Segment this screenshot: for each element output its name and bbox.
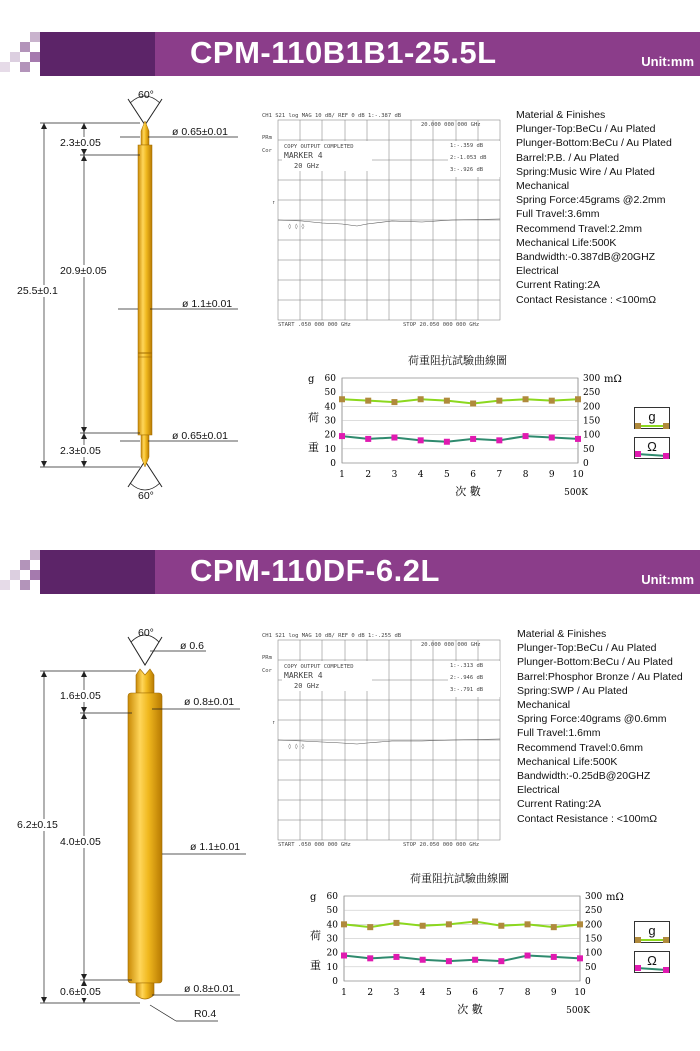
- series-point: [523, 396, 529, 402]
- series-point: [393, 954, 399, 960]
- series-point: [391, 435, 397, 441]
- spec-line: Plunger-Top:BeCu / Au Plated: [517, 642, 657, 655]
- spec-line: Full Travel:1.6mm: [517, 727, 601, 740]
- analyzer-ghz: 20 GHz: [294, 682, 320, 690]
- series-point: [444, 398, 450, 404]
- diameter-label: ø 0.8±0.01: [184, 696, 235, 708]
- x-tick-label: 1: [341, 988, 347, 998]
- series-line: [344, 956, 580, 962]
- spec-line: Spring:SWP / Au Plated: [517, 684, 628, 697]
- series-point: [551, 954, 557, 960]
- left-tick-label: 60: [326, 892, 338, 902]
- left-axis-label: 荷: [310, 929, 321, 942]
- spec-line: Spring:Music Wire / Au Plated: [516, 165, 655, 178]
- spec-line: Spring Force:45grams @2.2mm: [516, 194, 666, 207]
- series-point: [470, 401, 476, 407]
- spec-line: Mechanical Life:500K: [517, 755, 618, 768]
- left-tick-label: 50: [324, 388, 336, 399]
- left-tick-label: 60: [324, 374, 336, 384]
- analyzer-marker: MARKER 4: [284, 151, 323, 160]
- analyzer-freq: 20.000 000 000 GHz: [421, 642, 481, 648]
- legend-ohm-label: Ω: [647, 439, 657, 454]
- spec-line: Material & Finishes: [517, 628, 607, 640]
- series-point: [365, 398, 371, 404]
- legend-ohm-swatch: [634, 964, 670, 974]
- left-axis-label: 荷: [308, 411, 319, 424]
- series-line: [342, 436, 578, 442]
- decor-square: [20, 42, 30, 52]
- x-tick-label: 3: [391, 470, 398, 480]
- spec-line: Recommend Travel:0.6mm: [517, 741, 644, 754]
- spec-list: [516, 108, 672, 307]
- right-tick-label: 100: [583, 430, 601, 441]
- series-point: [549, 435, 555, 441]
- analyzer-ref-mark: ↑: [272, 200, 276, 206]
- analyzer-copy: COPY OUTPUT COMPLETED: [284, 664, 354, 670]
- legend-ohm-swatch: [634, 450, 670, 460]
- analyzer-marker-symbol: ◊ ◊ ◊: [288, 744, 305, 750]
- left-axis-label: 重: [310, 959, 321, 972]
- right-tick-label: 300: [585, 892, 603, 902]
- load-resistance-chart: [300, 368, 620, 503]
- analyzer-tag: PRm: [262, 135, 272, 141]
- tip-angle-top: 60°: [138, 627, 154, 639]
- series-point: [575, 436, 581, 442]
- analyzer-freq: 20.000 000 000 GHz: [421, 122, 481, 128]
- network-analyzer-plot: [262, 110, 506, 328]
- series-point: [339, 396, 345, 402]
- series-point: [525, 953, 531, 959]
- right-tick-label: 0: [585, 977, 591, 987]
- spec-line: Bandwidth:-0.387dB@20GHZ: [516, 251, 656, 264]
- x-tick-label: 10: [572, 470, 584, 480]
- analyzer-tag: Cor: [262, 148, 272, 154]
- series-point: [420, 923, 426, 929]
- left-axis-unit: g: [310, 892, 317, 903]
- decor-square: [20, 62, 30, 72]
- diameter-label: ø 1.1±0.01: [190, 841, 241, 853]
- spec-line: Material & Finishes: [516, 109, 606, 121]
- unit-label: Unit:mm: [641, 54, 694, 69]
- right-axis-unit: mΩ: [604, 374, 622, 385]
- spec-line: Current Rating:2A: [516, 279, 601, 292]
- decor-square: [30, 52, 40, 62]
- dim-label: 4.0±0.05: [60, 836, 101, 848]
- decor-square: [30, 32, 40, 42]
- left-tick-label: 20: [324, 430, 336, 441]
- x-tick-label: 5: [446, 988, 452, 998]
- spec-line: Mechanical: [517, 699, 571, 712]
- analyzer-marker-symbol: ◊ ◊ ◊: [288, 224, 305, 230]
- spec-line: Electrical: [516, 265, 559, 278]
- x-axis-label: 次 數: [455, 485, 481, 498]
- series-point: [420, 957, 426, 963]
- series-point: [472, 957, 478, 963]
- left-tick-label: 20: [326, 948, 338, 959]
- decor-square: [30, 570, 40, 580]
- x-tick-label: 4: [419, 988, 426, 998]
- spec-line: Barrel:P.B. / Au Plated: [516, 151, 620, 164]
- x-axis-unit: 500K: [566, 1006, 590, 1016]
- analyzer-marker-value: 2:-1.053 dB: [450, 155, 487, 161]
- left-tick-label: 30: [324, 416, 336, 427]
- series-point: [341, 953, 347, 959]
- series-point: [470, 436, 476, 442]
- spec-line: Electrical: [517, 784, 560, 797]
- series-point: [418, 396, 424, 402]
- x-tick-label: 10: [574, 988, 586, 998]
- diameter-label: ø 0.65±0.01: [172, 430, 228, 442]
- series-point: [472, 919, 478, 925]
- decor-square: [0, 62, 10, 72]
- right-tick-label: 100: [585, 948, 603, 959]
- diameter-label: ø 0.8±0.01: [184, 983, 235, 995]
- spec-line: Mechanical Life:500K: [516, 236, 617, 249]
- legend-g-swatch: [634, 935, 670, 945]
- product-title: CPM-110DF-6.2L: [190, 553, 440, 588]
- dim-label: 25.5±0.1: [17, 285, 58, 297]
- left-tick-label: 0: [330, 459, 336, 469]
- spec-line: Current Rating:2A: [517, 798, 602, 811]
- series-point: [391, 399, 397, 405]
- spec-line: Recommend Travel:2.2mm: [516, 222, 643, 235]
- legend-g-label: g: [648, 923, 656, 938]
- x-tick-label: 2: [367, 988, 374, 998]
- x-tick-label: 7: [498, 988, 505, 998]
- x-tick-label: 3: [393, 988, 400, 998]
- right-tick-label: 0: [583, 459, 589, 469]
- series-point: [446, 958, 452, 964]
- analyzer-copy: COPY OUTPUT COMPLETED: [284, 144, 354, 150]
- analyzer-header: CH1 S21 log MAG 10 dB/ REF 0 dB 1:-.255 dB: [262, 633, 402, 639]
- spec-line: Spring Force:40grams @0.6mm: [517, 713, 667, 726]
- banner-dark-block: [40, 32, 155, 76]
- x-tick-label: 8: [522, 470, 529, 480]
- left-tick-label: 10: [326, 962, 338, 973]
- series-point: [367, 955, 373, 961]
- left-axis-unit: g: [308, 374, 315, 385]
- x-tick-label: 5: [444, 470, 450, 480]
- decor-square: [10, 52, 20, 62]
- dim-label: 0.6±0.05: [60, 986, 101, 998]
- spec-line: Plunger-Bottom:BeCu / Au Plated: [516, 137, 672, 150]
- x-axis-unit: 500K: [564, 488, 588, 498]
- radius-label: R0.4: [194, 1008, 217, 1020]
- analyzer-marker-value: 3:-.926 dB: [450, 167, 484, 173]
- title-banner: [0, 32, 700, 76]
- spec-line: Contact Resistance : <100mΩ: [517, 812, 658, 825]
- right-tick-label: 200: [583, 402, 601, 413]
- chart-title: 荷重阻抗試驗曲線圖: [408, 354, 507, 367]
- analyzer-stop: STOP 20.050 000 000 GHz: [403, 322, 480, 328]
- legend-g-label: g: [648, 409, 656, 424]
- spec-line: Bandwidth:-0.25dB@20GHZ: [517, 770, 651, 783]
- tip-angle-top: 60°: [138, 89, 154, 101]
- decor-square: [20, 580, 30, 590]
- dim-label: 6.2±0.15: [17, 819, 58, 831]
- analyzer-header: CH1 S21 log MAG 10 dB/ REF 0 dB 1:-.387 dB: [262, 113, 402, 119]
- series-point: [549, 398, 555, 404]
- series-point: [393, 920, 399, 926]
- series-point: [496, 398, 502, 404]
- x-tick-label: 1: [339, 470, 345, 480]
- spec-line: Plunger-Bottom:BeCu / Au Plated: [517, 656, 673, 669]
- analyzer-start: START .050 000 000 GHz: [278, 842, 351, 848]
- series-point: [496, 437, 502, 443]
- series-point: [341, 921, 347, 927]
- right-tick-label: 50: [585, 962, 597, 973]
- tip-angle-bottom: 60°: [138, 490, 154, 502]
- decor-square: [30, 550, 40, 560]
- x-axis-label: 次 數: [457, 1003, 483, 1016]
- x-tick-label: 6: [472, 988, 478, 998]
- left-tick-label: 30: [326, 934, 338, 945]
- series-point: [444, 439, 450, 445]
- series-point: [525, 921, 531, 927]
- decor-square: [10, 570, 20, 580]
- analyzer-marker-value: 3:-.791 dB: [450, 687, 484, 693]
- legend-ohm-label: Ω: [647, 953, 657, 968]
- spec-list: [517, 627, 683, 826]
- right-tick-label: 250: [583, 388, 601, 399]
- diameter-label: ø 0.65±0.01: [172, 126, 228, 138]
- x-tick-label: 2: [365, 470, 372, 480]
- series-point: [523, 433, 529, 439]
- spec-line: Mechanical: [516, 180, 570, 193]
- right-tick-label: 150: [585, 934, 603, 945]
- spec-line: Plunger-Top:BeCu / Au Plated: [516, 123, 656, 136]
- series-point: [339, 433, 345, 439]
- spec-line: Barrel:Phosphor Bronze / Au Plated: [517, 670, 683, 683]
- spec-line: Full Travel:3.6mm: [516, 208, 600, 221]
- banner-dark-block: [40, 550, 155, 594]
- x-tick-label: 9: [550, 988, 557, 998]
- x-tick-label: 6: [470, 470, 476, 480]
- right-tick-label: 250: [585, 906, 603, 917]
- x-tick-label: 9: [548, 470, 555, 480]
- right-tick-label: 200: [585, 920, 603, 931]
- right-tick-label: 150: [583, 416, 601, 427]
- analyzer-stop: STOP 20.050 000 000 GHz: [403, 842, 480, 848]
- series-point: [418, 437, 424, 443]
- legend-g-swatch: [634, 421, 670, 431]
- left-axis-label: 重: [308, 441, 319, 454]
- diameter-label: ø 1.1±0.01: [182, 298, 233, 310]
- right-tick-label: 50: [583, 444, 595, 455]
- analyzer-tag: PRm: [262, 655, 272, 661]
- chart-title: 荷重阻抗試驗曲線圖: [410, 872, 509, 885]
- x-tick-label: 7: [496, 470, 503, 480]
- left-tick-label: 40: [324, 402, 336, 413]
- right-tick-label: 300: [583, 374, 601, 384]
- analyzer-marker-value: 2:-.946 dB: [450, 675, 484, 681]
- series-point: [577, 921, 583, 927]
- series-point: [367, 924, 373, 930]
- left-tick-label: 50: [326, 906, 338, 917]
- unit-label: Unit:mm: [641, 572, 694, 587]
- analyzer-marker-value: 1:-.359 dB: [450, 143, 484, 149]
- analyzer-ref-mark: ↑: [272, 720, 276, 726]
- left-tick-label: 10: [324, 444, 336, 455]
- series-point: [577, 955, 583, 961]
- dim-label: 2.3±0.05: [60, 445, 101, 457]
- tip-diameter-label: ø 0.6: [180, 640, 204, 652]
- series-point: [551, 924, 557, 930]
- dim-label: 1.6±0.05: [60, 690, 101, 702]
- load-resistance-chart: [302, 886, 622, 1021]
- product-title: CPM-110B1B1-25.5L: [190, 35, 497, 70]
- analyzer-ghz: 20 GHz: [294, 162, 320, 170]
- left-tick-label: 0: [332, 977, 338, 987]
- spec-line: Contact Resistance : <100mΩ: [516, 293, 657, 306]
- analyzer-tag: Cor: [262, 668, 272, 674]
- series-point: [575, 396, 581, 402]
- decor-square: [20, 560, 30, 570]
- network-analyzer-plot: [262, 630, 506, 848]
- series-point: [498, 923, 504, 929]
- x-tick-label: 4: [417, 470, 424, 480]
- series-point: [446, 921, 452, 927]
- analyzer-start: START .050 000 000 GHz: [278, 322, 351, 328]
- left-tick-label: 40: [326, 920, 338, 931]
- series-point: [498, 958, 504, 964]
- dim-label: 20.9±0.05: [60, 265, 107, 277]
- series-point: [365, 436, 371, 442]
- title-banner: [0, 550, 700, 594]
- x-tick-label: 8: [524, 988, 531, 998]
- analyzer-marker-value: 1:-.313 dB: [450, 663, 484, 669]
- right-axis-unit: mΩ: [606, 892, 624, 903]
- series-line: [342, 399, 578, 403]
- decor-square: [0, 580, 10, 590]
- dim-label: 2.3±0.05: [60, 137, 101, 149]
- analyzer-marker: MARKER 4: [284, 671, 323, 680]
